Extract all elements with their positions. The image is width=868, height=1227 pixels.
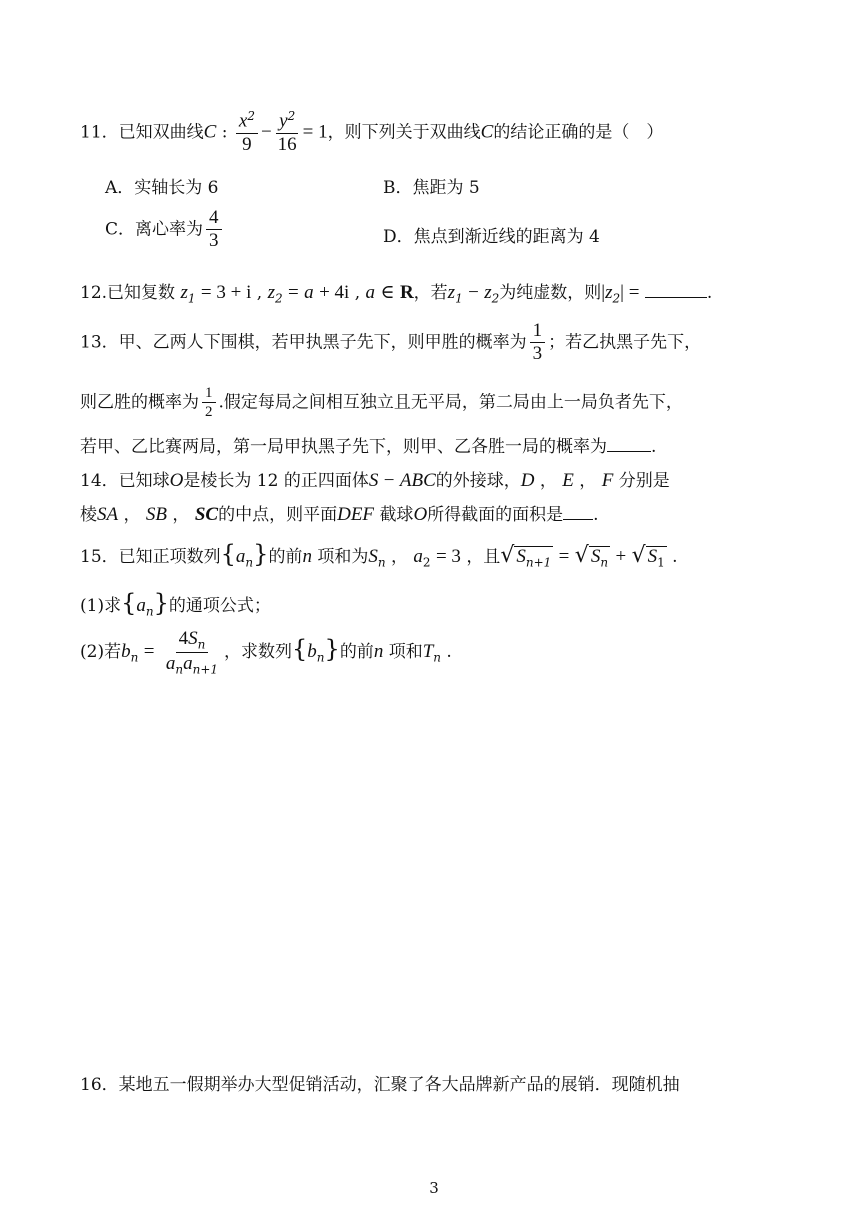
q13-line1: 13．甲、乙两人下围棋，若甲执黑子先下，则甲胜的概率为 $\frac{1}{3}$ ；若乙执黑子先下， — [80, 320, 702, 364]
q16-stem: 16．某地五一假期举办大型促销活动，汇聚了各大品牌新产品的展销．现随机抽 — [80, 1075, 680, 1095]
q15-part2: (2)若$b_n$ = $\frac{4S_n}{a_na_{n+1}}$ ，求数列$\{b_n\}$的前n 项和$T_n$ . — [80, 628, 452, 677]
q11-option-d: D．焦点到渐近线的距离为 4 — [383, 227, 600, 247]
q11-option-c: C．离心率为 $\frac{4}{3}$ — [105, 207, 225, 253]
q15-part1: (1)求$\{a_n\}$的通项公式； — [80, 589, 271, 619]
q14-line2: 棱SA ， SB ， SC的中点，则平面DEF 截球O所得截面的面积是 . — [80, 504, 599, 525]
q14-line1: 14．已知球O是棱长为 12 的正四面体S − ABC的外接球，D ， E ， F 分别是 — [80, 470, 670, 491]
q15-stem: 15．已知正项数列$\{a_n\}$的前n 项和为$S_n$ ， $a_2 = 3$ ，且√ $S_{n+1}$ = √ $S_n$ + √ $S_1$ . — [80, 540, 678, 570]
q12-stem: 12.已知复数 $z_1 = 3 + i$ , $z_2 = a + 4i$ , a ∈ R，若$z_1 - z_2$为纯虚数，则$|z_2|$ = . — [80, 282, 713, 306]
q13-line3: 若甲、乙比赛两局，第一局甲执黑子先下，则甲、乙各胜一局的概率为 . — [80, 437, 657, 457]
q11-option-a: A．实轴长为 6 — [105, 178, 219, 198]
q11-stem: 11．已知双曲线C : $\frac{x^2}{9}$ − $\frac{y^2}{16}$ = 1，则下列关于双曲线C的结论正确的是（ ） — [80, 109, 664, 155]
q13-line2: 则乙胜的概率为 $\frac{1}{2}$ .假定每局之间相互独立且无平局，第二局由上一局负者先下， — [80, 385, 683, 421]
page-number: 3 — [429, 1179, 439, 1197]
q11-option-b: B．焦距为 5 — [383, 178, 480, 198]
